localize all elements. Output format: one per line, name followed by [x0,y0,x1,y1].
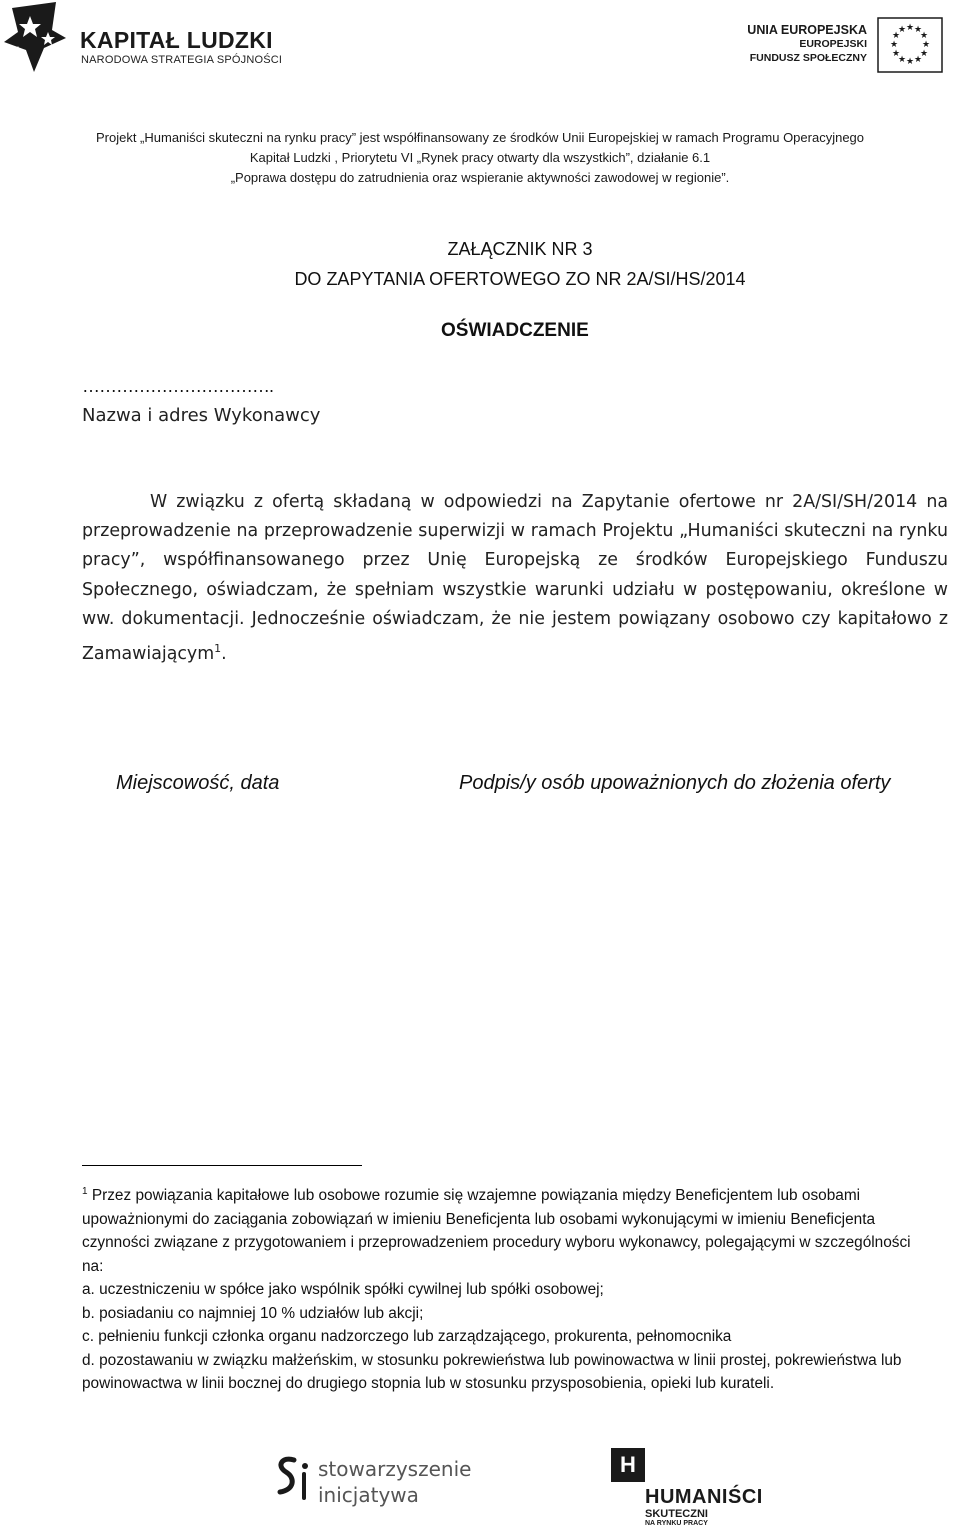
contractor-label: Nazwa i adres Wykonawcy [82,405,321,426]
humanisci-subtitle-2: NA RYNKU PRACY [645,1520,708,1527]
place-date-label: Miejscowość, data [116,772,280,794]
svg-text:★: ★ [897,25,907,35]
humanisci-subtitle-1: SKUTECZNI [645,1508,708,1520]
footnote-item-d: d. pozostawaniu w związku małżeńskim, w stosunku pokrewieństwa lub powinowactwa w linii prostej, pokrewieństwa lub powinowactwa w linii bocznej do drugiego stopnia lub w stosunku przysposobienia, opieki lub kurateli. [82,1351,902,1393]
si-line-2: inicjatywa [318,1483,419,1507]
footnote-item-b: b. posiadaniu co najmniej 10 % udziałów lub akcji; [82,1304,424,1322]
stowarzyszenie-inicjatywa-text [318,1456,471,1508]
footnote-divider [82,1165,362,1166]
project-line-2: Kapitał Ludzki , Priorytetu VI „Rynek pracy otwarty dla wszystkich”, działanie 6.1 [249,150,711,165]
statement-body-end: . [221,643,227,664]
footnote-item-a: a. uczestniczeniu w spółce jako wspólnik spółki cywilnej lub spółki osobowej; [82,1281,604,1299]
kapital-ludzki-subtitle: NARODOWA STRATEGIA SPÓJNOŚCI [81,54,283,66]
kapital-ludzki-logo-icon [4,2,74,74]
footnote-reference: 1 [214,642,222,656]
svg-text:★: ★ [921,40,931,50]
project-line-1: Projekt „Humaniści skuteczni na rynku pracy” jest współfinansowany ze środków Unii Europejskiej w ramach Programu Operacyjnego [95,130,865,145]
statement-title: OŚWIADCZENIE [441,320,589,341]
svg-text:★: ★ [919,49,929,59]
svg-text:★: ★ [905,23,915,33]
eu-line-1: UNIA EUROPEJSKA [747,23,867,37]
page-header [0,0,960,80]
annex-number: ZAŁĄCZNIK NR 3 [447,239,593,259]
footnote-intro-text: Przez powiązania kapitałowe lub osobowe rozumie się wzajemne powiązania między Beneficjentem lub osobami upoważnionymi do zaciągania zobowiązań w imieniu Beneficjenta lub osobami wykonującymi w imieniu Beneficjenta czynności związane z przygotowaniem i przeprowadzeniem procedury wyboru wykonawcy, polegającymi w szczególności na: [82,1187,911,1275]
eu-flag-icon [877,17,943,73]
svg-text:★: ★ [891,31,901,41]
annex-reference: DO ZAPYTANIA OFERTOWEGO ZO NR 2A/SI/HS/2014 [294,269,746,289]
project-info [60,128,900,188]
contractor-dots: ……………………………. [82,376,274,396]
svg-text:★: ★ [913,55,923,65]
svg-text:★: ★ [891,49,901,59]
project-line-3: „Poprawa dostępu do zatrudnienia oraz wspieranie aktywności zawodowej w regionie”. [230,170,730,185]
svg-text:★: ★ [919,31,929,41]
eu-line-2: EUROPEJSKI [799,38,867,50]
statement-body-part-1: W związku z ofertą składaną w odpowiedzi na Zapytanie ofertowe nr 2A/SI/SH/2014 na przeprowadzenie na przeprowadzenie superwizji w ramach Projektu „Humaniści skuteczni na rynku pracy”, współfinansowanego przez Unię Europejską ze środków Europejskiego Funduszu Społecznego, oświadczam, że spełniam wszystkie warunki udziału w postępowaniu, określone w ww. dokumentacji. [82,492,948,629]
footnote [82,1180,922,1396]
eu-line-3: FUNDUSZ SPOŁECZNY [749,52,867,64]
statement-body-part-2: Jednocześnie oświadczam, że nie jestem powiązany osobowo czy kapitałowo z Zamawiającym [82,608,948,664]
humanisci-logo-icon: H [611,1448,645,1482]
signature-label: Podpis/y osób upoważnionych do złożenia oferty [459,772,891,794]
kapital-ludzki-title: KAPITAŁ LUDZKI [80,27,273,53]
si-line-1: stowarzyszenie [318,1457,472,1481]
footnote-item-c: c. pełnieniu funkcji członka organu nadzorczego lub zarządzającego, prokurenta, pełnomocnika [82,1328,732,1346]
eu-logo-text [747,23,867,65]
svg-text:★: ★ [913,25,923,35]
stowarzyszenie-inicjatywa-logo-icon [272,1452,316,1504]
svg-text:★: ★ [889,40,899,50]
footnote-marker: 1 [82,1186,88,1197]
svg-text:★: ★ [905,57,915,67]
annex-heading [250,234,790,294]
svg-text:★: ★ [897,55,907,65]
footnote-intro [82,1180,922,1278]
humanisci-title: HUMANIŚCI [645,1486,763,1508]
statement-body [82,488,948,669]
